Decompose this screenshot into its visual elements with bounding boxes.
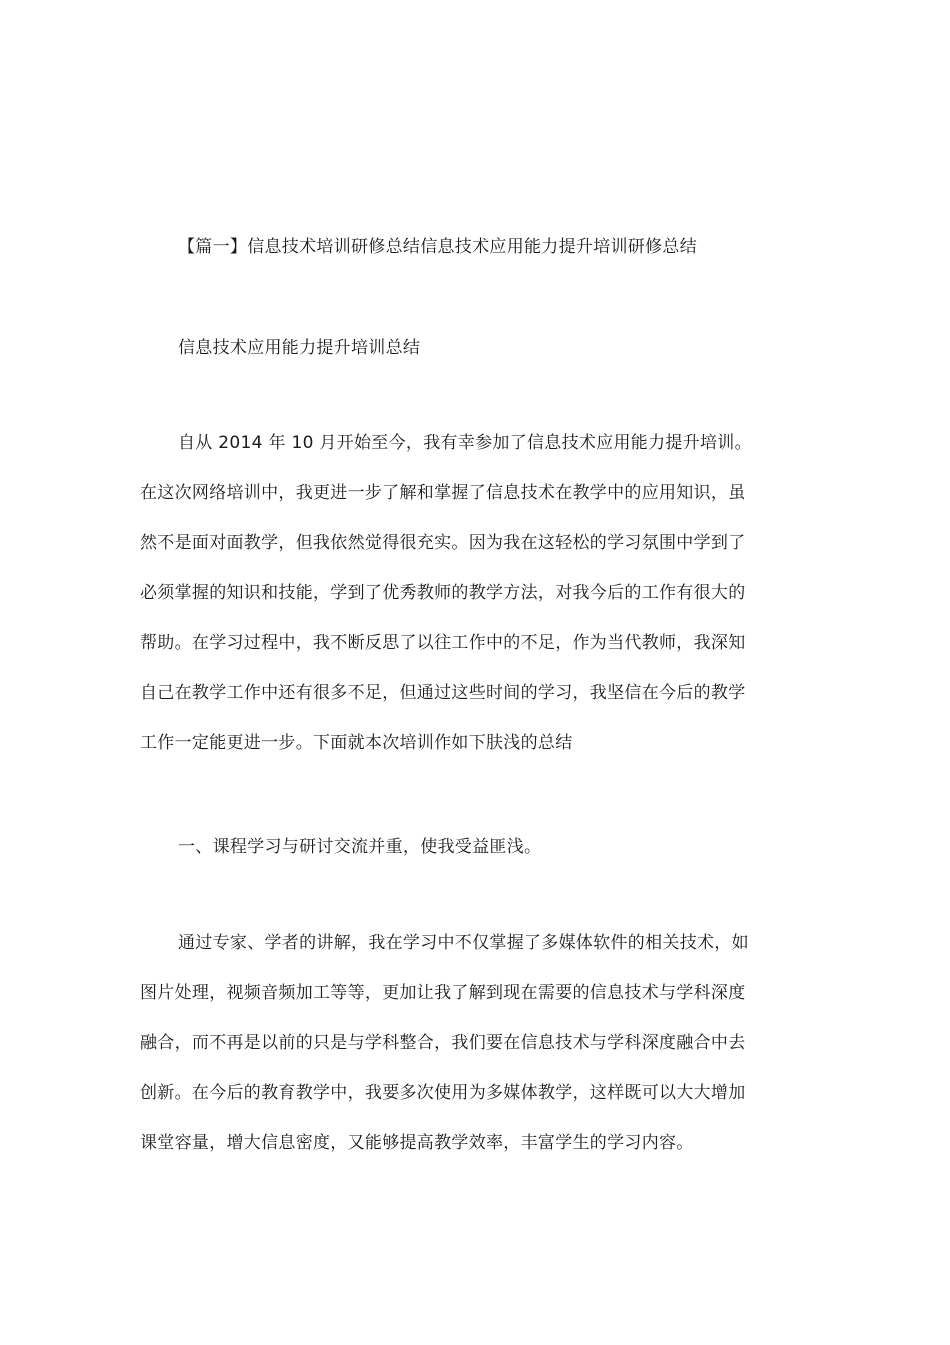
paragraph-line: 然不是面对面教学，但我依然觉得很充实。因为我在这轻松的学习氛围中学到了 [140, 533, 746, 553]
paragraph-line: 工作一定能更进一步。下面就本次培训作如下肤浅的总结 [140, 733, 573, 753]
paragraph-line: 通过专家、学者的讲解，我在学习中不仅掌握了多媒体软件的相关技术，如 [178, 933, 749, 953]
paragraph-line: 帮助。在学习过程中，我不断反思了以往工作中的不足，作为当代教师，我深知 [140, 633, 746, 653]
document-heading: 【篇一】信息技术培训研修总结信息技术应用能力提升培训研修总结 [178, 237, 697, 257]
paragraph-line: 图片处理，视频音频加工等等，更加让我了解到现在需要的信息技术与学科深度 [140, 983, 746, 1003]
paragraph-2 [140, 918, 770, 1168]
paragraph-line: 自从 2014 年 10 月开始至今，我有幸参加了信息技术应用能力提升培训。 [178, 433, 752, 453]
paragraph-line: 课堂容量，增大信息密度，又能够提高教学效率，丰富学生的学习内容。 [140, 1133, 694, 1153]
paragraph-1 [140, 418, 770, 768]
paragraph-line: 必须掌握的知识和技能，学到了优秀教师的教学方法，对我今后的工作有很大的 [140, 583, 746, 603]
document-subtitle: 信息技术应用能力提升培训总结 [178, 338, 421, 358]
paragraph-line: 创新。在今后的教育教学中，我要多次使用为多媒体教学，这样既可以大大增加 [140, 1083, 746, 1103]
paragraph-line: 自己在教学工作中还有很多不足，但通过这些时间的学习，我坚信在今后的教学 [140, 683, 746, 703]
paragraph-line: 在这次网络培训中，我更进一步了解和掌握了信息技术在教学中的应用知识，虽 [140, 483, 746, 503]
paragraph-line: 融合，而不再是以前的只是与学科整合，我们要在信息技术与学科深度融合中去 [140, 1033, 746, 1053]
section-1-title: 一、课程学习与研讨交流并重，使我受益匪浅。 [178, 837, 542, 857]
